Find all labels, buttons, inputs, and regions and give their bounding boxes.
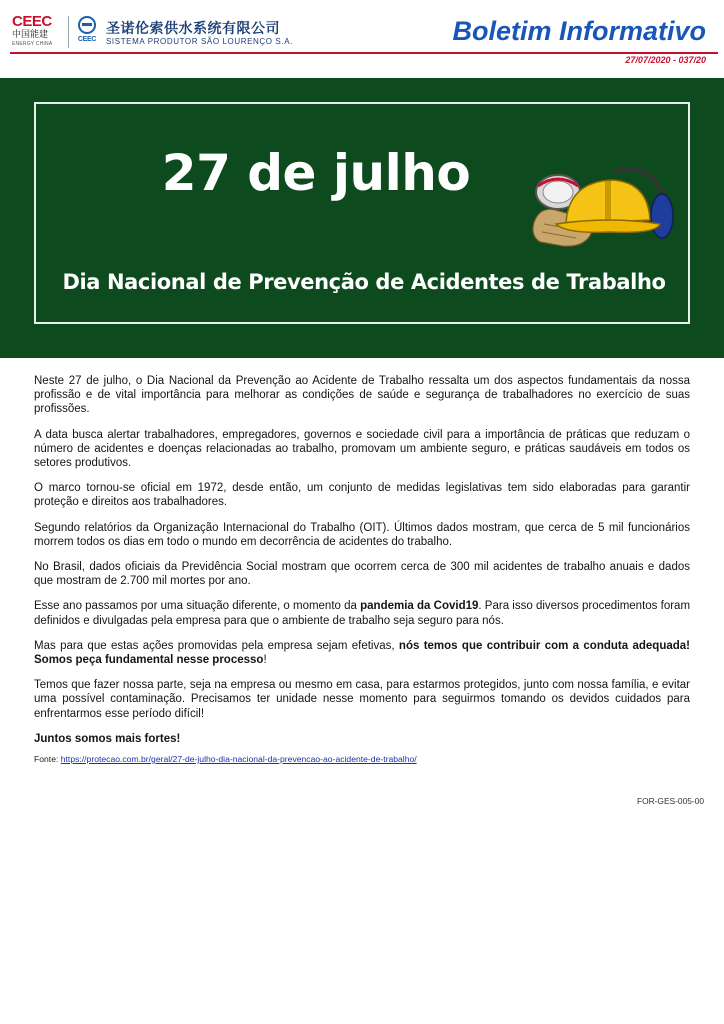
safety-equipment-icon [526, 164, 676, 254]
covid-highlight: pandemia da Covid19 [360, 600, 479, 613]
covid-text-a: Esse ano passamos por uma situação diferente, o momento da [34, 600, 361, 613]
company-name-cn: 圣诺伦索供水系统有限公司 [106, 21, 280, 37]
paragraph-action: Temos que fazer nossa parte, seja na empresa ou mesmo em casa, para estarmos protegidos, junto com nossa família, e evitar uma possível contaminação. Precisamos ter unidade nesse momento para seguirmos tomando os devidos cuidados para enfrentarmos esse período difícil! [34, 679, 690, 720]
paragraph-purpose: A data busca alertar trabalhadores, empregadores, governos e sociedade civil para a importância de práticas que reduzam o número de acidentes e doenças relacionadas ao trabalho, promovam um ambiente seguro, e práticas saudáveis em todos os setores produtivos. [34, 428, 690, 470]
bulletin-title: Boletim Informativo [452, 16, 706, 46]
logo-mark: CEEC [12, 13, 52, 30]
paragraph-intro: Neste 27 de julho, o Dia Nacional da Prevenção ao Acidente de Trabalho ressalta um dos aspectos fundamentais da nossa profissão e de vital importância para melhorar as condições de saúde e segurança de trabalhadores no exercício de suas profissões. [34, 375, 690, 416]
conduct-text-a: Mas para que estas ações promovidas pela empresa sejam efetivas, [34, 639, 399, 652]
banner-subtitle: Dia Nacional de Prevenção de Acidentes de Trabalho [62, 270, 666, 294]
closing-slogan [34, 732, 690, 746]
paragraph-oit: Segundo relatórios da Organização Internacional do Trabalho (OIT). Últimos dados mostram, que cerca de 5 mil funcionários morrem todos os dias em todo o mundo em decorrência de acidentes do trabalho. [34, 521, 690, 548]
paragraph-brazil: No Brasil, dados oficiais da Previdência Social mostram que ocorrem cerca de 300 mil acidentes de trabalho anuais e dados que mostram de 2.700 mil mortes por ano. [34, 561, 690, 588]
paragraph-covid [34, 599, 690, 627]
banner-date: 27 de julho [161, 144, 471, 202]
logo-divider [68, 16, 69, 48]
hero-banner [0, 78, 724, 358]
conduct-text-c: ! [263, 654, 267, 667]
covid-text-c: . Para isso diversos procedimentos foram definidos e divulgadas pela empresa para que o ambiente de trabalho seja seguro para nós. [34, 600, 691, 627]
header-divider [10, 52, 718, 54]
conduct-highlight: nós temos que contribuir com a conduta adequada! Somos peça fundamental nesse processo [34, 639, 690, 667]
banner-frame [34, 102, 690, 324]
paragraph-conduct [34, 639, 690, 667]
page-header [0, 0, 724, 65]
logo-en-text: ENERGY CHINA [12, 41, 53, 47]
slogan-text: Juntos somos mais fortes! [34, 732, 181, 745]
paragraph-history: O marco tornou-se oficial em 1972, desde então, um conjunto de medidas legislativas tem sido elaboradas para garantir proteção e direitos aos trabalhadores. [34, 482, 690, 509]
source-citation [34, 754, 417, 764]
energy-china-logo [12, 14, 64, 47]
emblem-text: CEEC [77, 36, 97, 43]
article-body [34, 374, 690, 757]
source-link[interactable]: https://protecao.com.br/geral/27-de-julho-dia-nacional-da-prevencao-ao-acidente-de-trabalho/ [60, 754, 417, 764]
form-code: FOR-GES-005-00 [636, 796, 704, 806]
company-name-pt: SISTEMA PRODUTOR SÃO LOURENÇO S.A. [106, 37, 293, 46]
source-label: Fonte: [34, 754, 61, 764]
bulletin-date: 27/07/2020 - 037/20 [625, 55, 706, 65]
company-emblem-icon [74, 16, 100, 46]
logo-cn-text: 中国能建 [12, 30, 49, 40]
